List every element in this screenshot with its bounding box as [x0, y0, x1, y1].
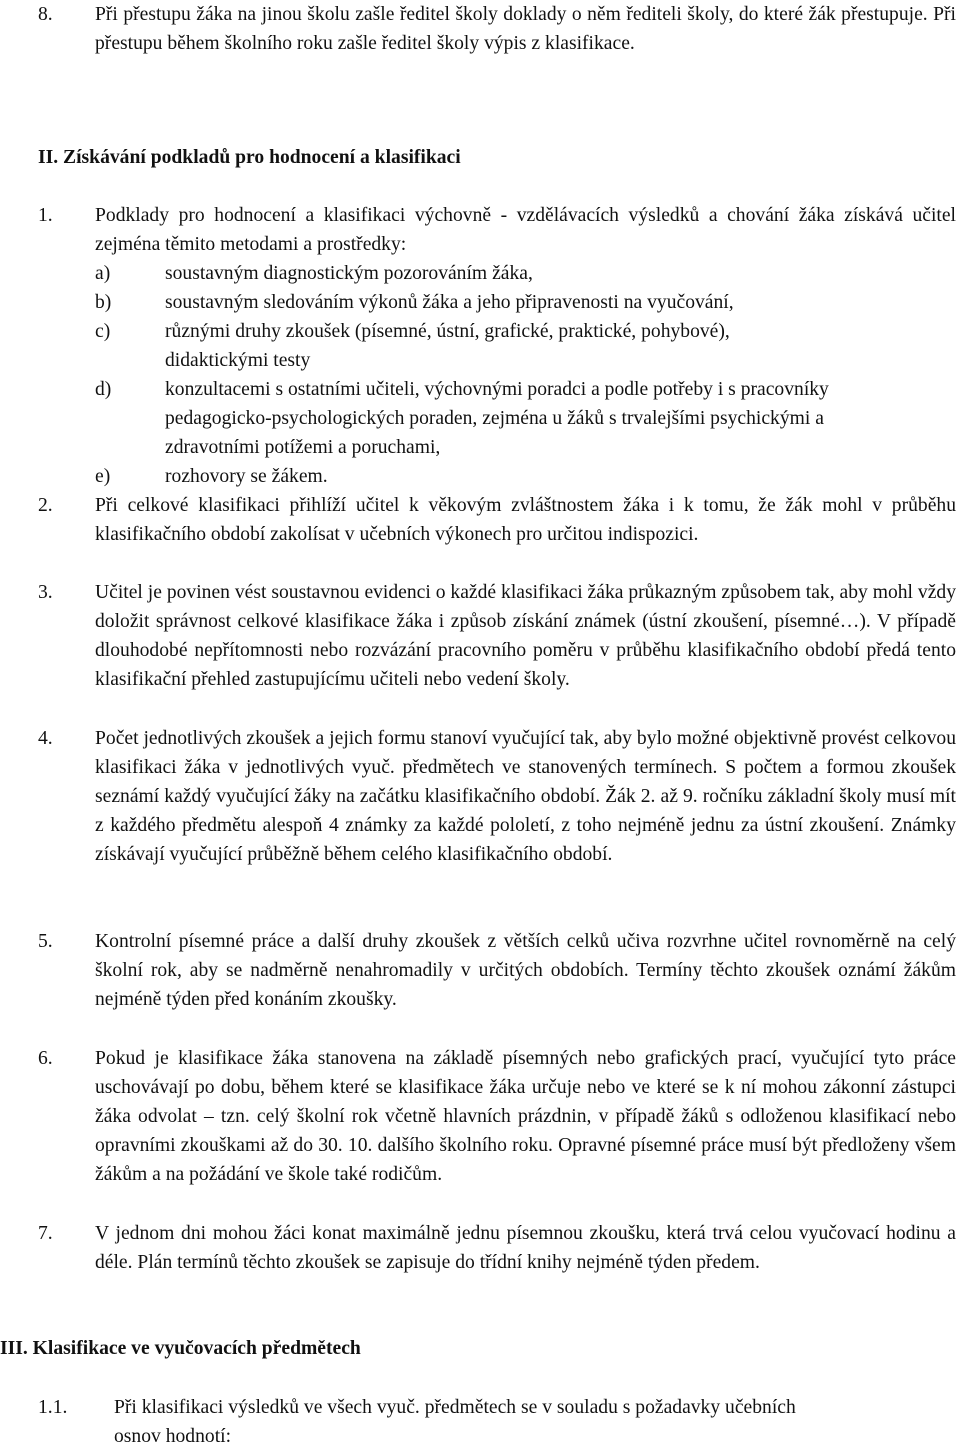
- sub-item: [95, 288, 895, 317]
- list-item: [38, 927, 956, 1014]
- sub-item-letter: c): [95, 321, 111, 342]
- sub-item-letter: d): [95, 379, 112, 400]
- sub-item-text: konzultacemi s ostatními učiteli, výchovnými poradci a podle potřeby i s pracovníky pedagogicko-psychologických poraden, zejména u žáků s trvalejšími psychickými a zdravotními potížemi a poruchami,: [165, 379, 829, 459]
- sub-item-text: různými druhy zkoušek (písemné, ústní, grafické, praktické, pohybové), didaktickými testy: [165, 321, 730, 372]
- item-number: 6.: [38, 1048, 53, 1069]
- list-item: [38, 724, 956, 869]
- item-number: 1.: [38, 205, 53, 226]
- item-text: Kontrolní písemné práce a další druhy zkoušek z větších celků učiva rozvrhne učitel rovnoměrně na celý školní rok, aby se nadměrně nenahromadily v určitých obdobích. Termíny těchto zkoušek oznámí žákům nejméně týden před konáním zkoušky.: [95, 931, 956, 1011]
- list-item: [38, 1219, 956, 1277]
- item-text: Pokud je klasifikace žáka stanovena na základě písemných nebo grafických prací, vyučující tyto práce uschovávají po dobu, během které se klasifikace žáka určuje nebo ve které se k ní mohou zákonní zástupci žáka odvolat – tzn. celý školní rok včetně hlavních prázdnin, v případě žáků s odloženou klasifikací nebo opravními zkouškami až do 30. 10. dalšího školního roku. Opravné písemné práce musí být předloženy všem žákům a na požádání ve škole také rodičům.: [95, 1048, 956, 1186]
- sub-item-text: soustavným sledováním výkonů žáka a jeho připravenosti na vyučování,: [165, 292, 734, 313]
- item-number: 2.: [38, 495, 53, 516]
- item-number: 4.: [38, 728, 53, 749]
- list-item: [38, 1044, 956, 1189]
- section-heading: III. Klasifikace ve vyučovacích předmětech: [0, 1338, 361, 1359]
- sub-item-letter: b): [95, 292, 112, 313]
- sub-item: [95, 317, 795, 375]
- item-number: 5.: [38, 931, 53, 952]
- item-text: V jednom dni mohou žáci konat maximálně jednu písemnou zkoušku, která trvá celou vyučovací hodinu a déle. Plán termínů těchto zkoušek se zapisuje do třídní knihy nejméně týden předem.: [95, 1223, 956, 1274]
- sub-item-text: rozhovory se žákem.: [165, 466, 328, 487]
- item-number: 8.: [38, 4, 53, 25]
- item-number: 7.: [38, 1223, 53, 1244]
- list-item: [38, 201, 956, 259]
- item-number: 1.1.: [38, 1397, 68, 1418]
- section-heading: II. Získávání podkladů pro hodnocení a klasifikaci: [38, 147, 461, 168]
- item-text: Při klasifikaci výsledků ve všech vyuč. předmětech se v souladu s požadavky učebních osnov hodnotí:: [114, 1397, 796, 1448]
- sub-item: [95, 259, 895, 288]
- sub-item-letter: a): [95, 263, 111, 284]
- item-text: Počet jednotlivých zkoušek a jejich formu stanoví vyučující tak, aby bylo možné objektivně provést celkovou klasifikaci žáka v jednotlivých vyuč. předmětech ve stanovených termínech. S počtem a formou zkoušek seznámí každý vyučující žáky na začátku klasifikačního období. Žák 2. až 9. ročníku základní školy musí mít z každého předmětu alespoň 4 známky za každé pololetí, z toho nejméně jednu za ústní zkoušení. Známky získávají vyučující průběžně během celého klasifikačního období.: [95, 728, 956, 866]
- item-text: Při celkové klasifikaci přihlíží učitel k věkovým zvláštnostem žáka i k tomu, že žák mohl v průběhu klasifikačního období zakolísat v učebních výkonech pro určitou indispozici.: [95, 495, 956, 546]
- item-number: 3.: [38, 582, 53, 603]
- list-item: [38, 1393, 918, 1451]
- item-text: Při přestupu žáka na jinou školu zašle ředitel školy doklady o něm řediteli školy, do které žák přestupuje. Při přestupu během školního roku zašle ředitel školy výpis z klasifikace.: [95, 4, 956, 55]
- item-text: Podklady pro hodnocení a klasifikaci výchovně - vzdělávacích výsledků a chování žáka získává učitel zejména těmito metodami a prostředky:: [95, 205, 956, 256]
- list-item: [38, 491, 956, 549]
- sub-item: [95, 375, 865, 462]
- list-item: [38, 0, 956, 58]
- sub-item-letter: e): [95, 466, 111, 487]
- list-item: [38, 578, 956, 694]
- item-text: Učitel je povinen vést soustavnou evidenci o každé klasifikaci žáka průkazným způsobem tak, aby mohl vždy doložit správnost celkové klasifikace žáka i způsob získání známek (ústní zkoušení, písemné…). V případě dlouhodobé nepřítomnosti nebo rozvázání pracovního poměru v průběhu klasifikačního období předá tento klasifikační přehled zastupujícímu učiteli nebo vedení školy.: [95, 582, 956, 691]
- sub-item-text: soustavným diagnostickým pozorováním žáka,: [165, 263, 533, 284]
- sub-item: [95, 462, 895, 491]
